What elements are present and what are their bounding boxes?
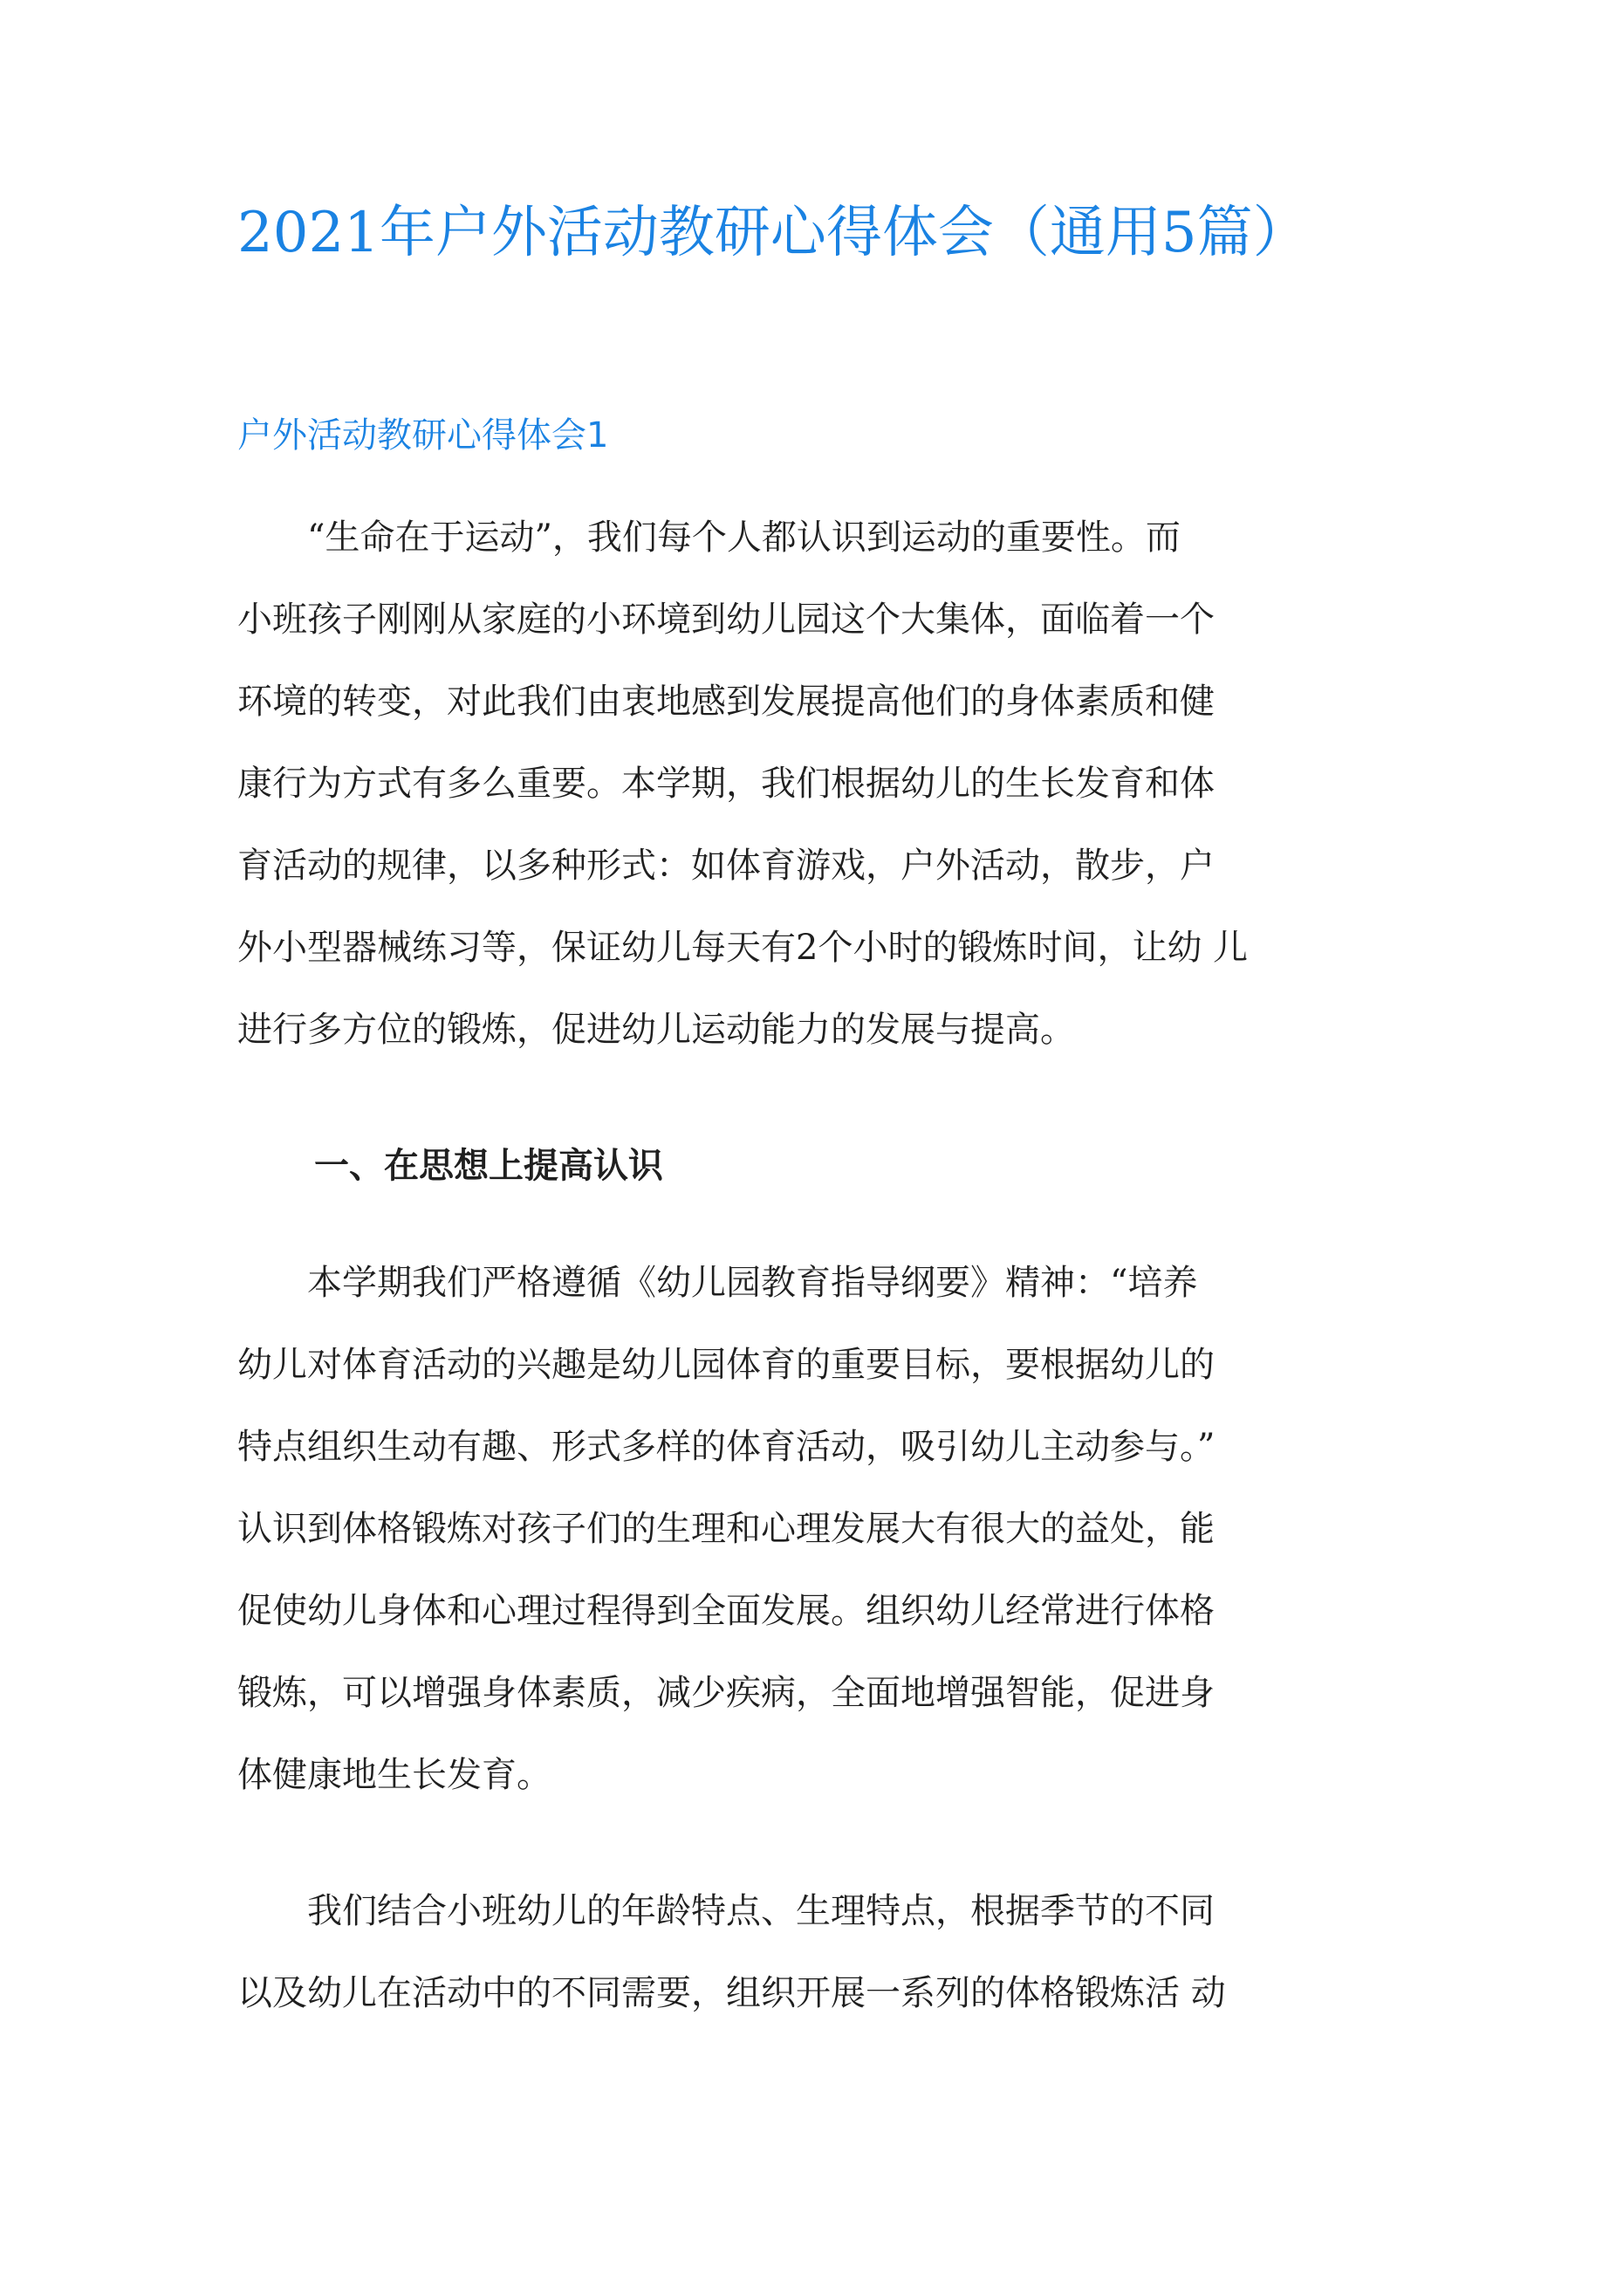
- paragraph-line: “生命在于运动”，我们每个人都认识到运动的重要性。而: [237, 517, 1181, 558]
- paragraph-line: 我们结合小班幼儿的年龄特点、生理特点，根据季节的不同: [237, 1891, 1215, 1931]
- paragraph-line: 进行多方位的锻炼，促进幼儿运动能力的发展与提高。: [237, 1010, 1075, 1050]
- paragraph-line: 本学期我们严格遵循《幼儿园教育指导纲要》精神：“培养: [237, 1263, 1198, 1303]
- paragraph-line: 特点组织生动有趣、形式多样的体育活动，吸引幼儿主动参与。”: [237, 1427, 1216, 1467]
- paragraph-line: 认识到体格锻炼对孩子们的生理和心理发展大有很大的益处，能: [237, 1509, 1215, 1549]
- subheading-thought: 一、在思想上提高认识: [314, 1146, 663, 1186]
- paragraph-line: 促使幼儿身体和心理过程得到全面发展。组织幼儿经常进行体格: [237, 1591, 1215, 1631]
- section-heading: 户外活动教研心得体会1: [237, 415, 609, 456]
- paragraph-line: 育活动的规律，以多种形式：如体育游戏，户外活动，散步，户: [237, 846, 1215, 886]
- paragraph-line: 体健康地生长发育。: [237, 1755, 551, 1795]
- paragraph-line: 幼儿对体育活动的兴趣是幼儿园体育的重要目标，要根据幼儿的: [237, 1345, 1215, 1385]
- paragraph-line: 康行为方式有多么重要。本学期，我们根据幼儿的生长发育和体: [237, 764, 1215, 804]
- paragraph-line: 小班孩子刚刚从家庭的小环境到幼儿园这个大集体，面临着一个: [237, 600, 1215, 640]
- paragraph-line: 以及幼儿在活动中的不同需要，组织开展一系列的体格锻炼活 动: [237, 1973, 1226, 2013]
- document-title: 2021年户外活动教研心得体会（通用5篇）: [237, 201, 1309, 265]
- paragraph-line: 锻炼，可以增强身体素质，减少疾病，全面地增强智能，促进身: [237, 1673, 1215, 1713]
- paragraph-line: 外小型器械练习等，保证幼儿每天有2个小时的锻炼时间，让幼 儿: [237, 928, 1249, 968]
- paragraph-line: 环境的转变，对此我们由衷地感到发展提高他们的身体素质和健: [237, 682, 1215, 722]
